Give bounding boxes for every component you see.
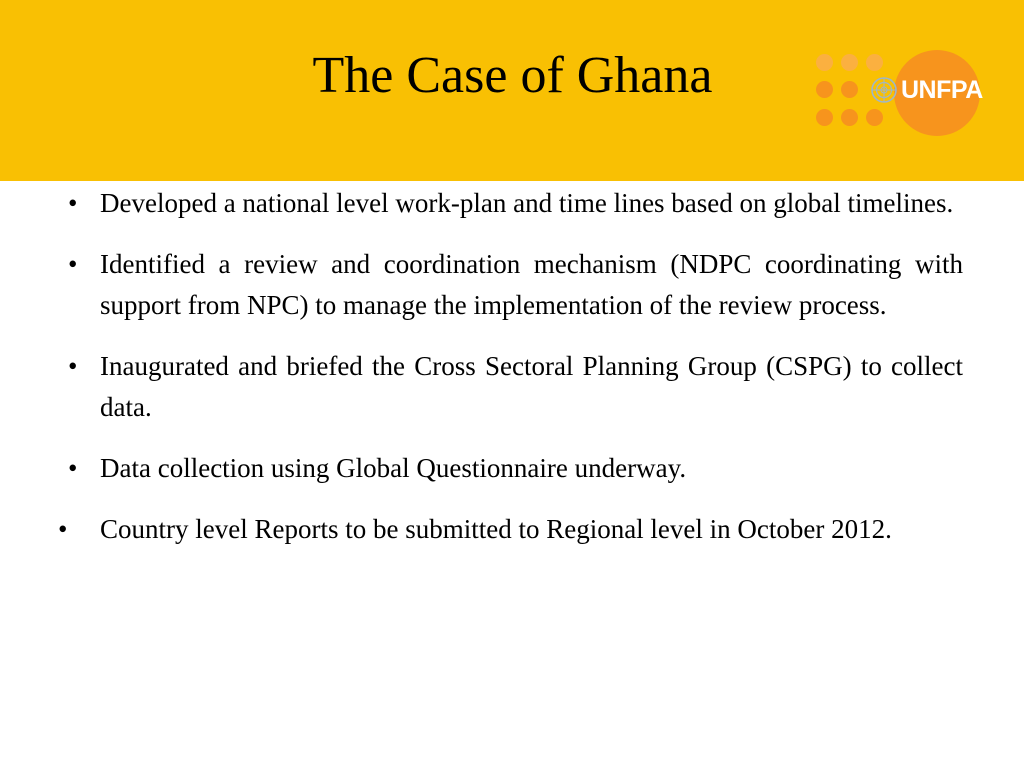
bullet-marker: • — [68, 351, 78, 381]
bullet-marker: • — [68, 188, 78, 218]
bullet-text: Data collection using Global Questionnaire underway. — [100, 453, 687, 483]
logo-dot — [816, 54, 833, 71]
logo-dot — [866, 109, 883, 126]
bullet-text: Identified a review and coordination mechanism (NDPC coordinating with support from NPC) to manage the implementation of the review process. — [100, 249, 963, 320]
bullet-item — [56, 346, 963, 428]
slide-title: The Case of Ghana — [312, 47, 713, 104]
bullet-text: Inaugurated and briefed the Cross Sectoral Planning Group (CSPG) to collect data. — [100, 351, 963, 422]
unfpa-logo — [810, 46, 983, 132]
bullet-item — [56, 183, 963, 224]
logo-dot — [866, 54, 883, 71]
bullet-text: Country level Reports to be submitted to Regional level in October 2012. — [100, 514, 892, 544]
bullet-marker: • — [68, 249, 78, 279]
bullet-item — [56, 509, 963, 550]
slide-content — [56, 183, 963, 570]
logo-dot — [841, 54, 858, 71]
bullet-item — [56, 448, 963, 489]
logo-dot — [816, 81, 833, 98]
bullet-item — [56, 244, 963, 326]
header-band — [0, 0, 1024, 181]
bullet-marker: • — [58, 514, 68, 544]
logo-text: UNFPA — [901, 76, 983, 104]
bullet-marker: • — [68, 453, 78, 483]
logo-dot — [841, 81, 858, 98]
un-emblem-icon — [870, 76, 898, 104]
bullet-list — [56, 183, 963, 550]
logo-dot — [816, 109, 833, 126]
logo-dot — [841, 109, 858, 126]
bullet-text: Developed a national level work-plan and time lines based on global timelines. — [100, 188, 954, 218]
